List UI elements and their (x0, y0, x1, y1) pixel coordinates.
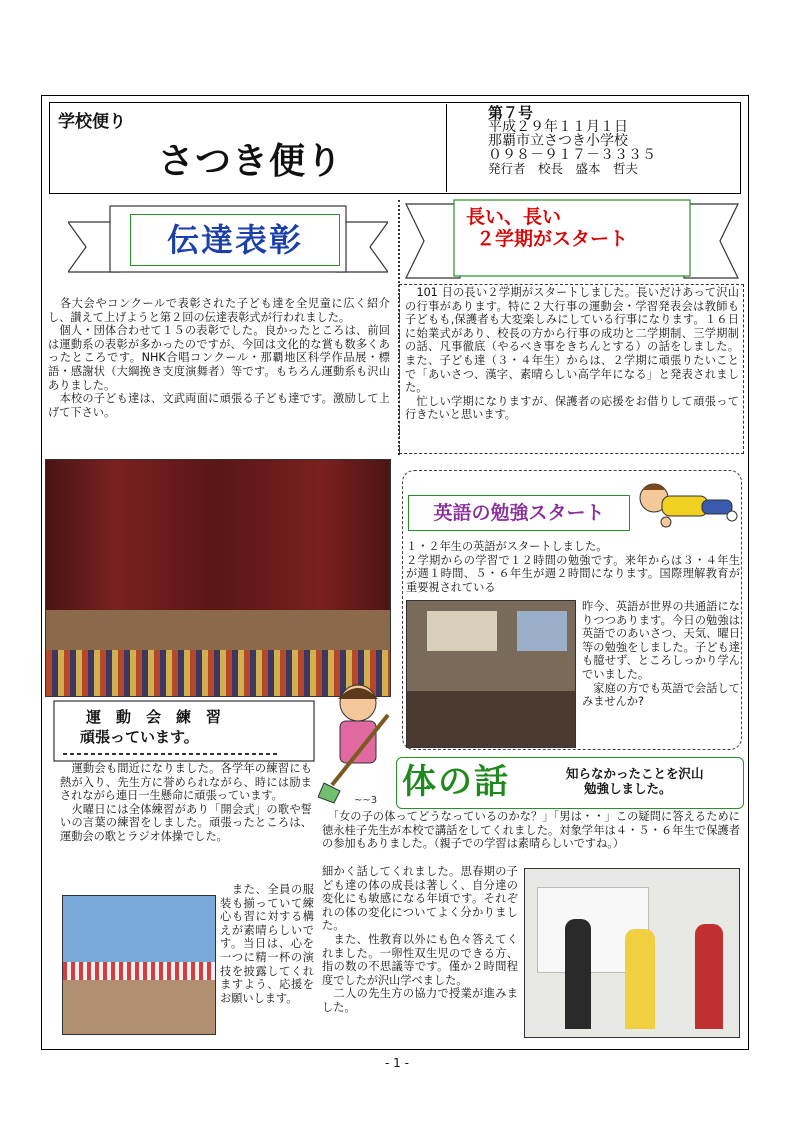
body-article (322, 810, 740, 851)
page-number: - 1 - (385, 1056, 409, 1070)
sports-heading-line1: 運 動 会 練 習 (86, 708, 222, 726)
ceremony-photo (45, 459, 391, 697)
svg-text:~~3: ~~3 (354, 795, 378, 805)
body-paragraph: また、性教育以外にも色々答えてくれました。一卵性双生児のできる方、指の数の不思議等です。僅か２時間程度でしたが沢山学べました。 (322, 932, 518, 987)
body-subheading-line1: 知らなかったことを沢山 (566, 766, 704, 781)
sports-article (60, 762, 312, 844)
english-body: ２学期からの学習で１２時間の勉強です。来年からは３・４年生が週１時間、５・６年生が週２時間になります。国際理解教育が重要視されている (406, 553, 740, 594)
school-phone: ０９８－９１７－３３３５ (488, 147, 656, 163)
english-intro: １・２年生の英語がスタートしました。 (406, 540, 608, 553)
body-paragraph: 二人の先生方の協力で授業が進みました。 (322, 987, 518, 1014)
newsletter-title: さつき便り (158, 141, 344, 182)
english-side-article (582, 600, 740, 709)
sports-paragraph: 火曜日には全体練習があり「開会式」の歌や誓いの言葉の練習をしました。頑張ったところは、運動会の歌とラジオ体操でした。 (60, 802, 312, 843)
body-heading: 体の話 (402, 762, 510, 802)
term-heading-line1: 長い、長い (466, 206, 562, 228)
body-subheading (566, 766, 704, 796)
english-closing: 家庭の方でも英語で会話してみませんか? (582, 681, 740, 709)
publisher: 発行者 校長 盛本 哲夫 (488, 161, 639, 176)
school-name: 那覇市立さつき小学校 (488, 133, 628, 149)
english-article (406, 540, 740, 594)
masthead-divider (446, 104, 447, 192)
award-article (48, 297, 390, 419)
sports-practice-photo (62, 895, 216, 1035)
body-paragraph: 「女の子の体ってどうなっているのかな？」「男は・・」この疑問に答えるために徳永桂子先生が本校で講話をしてくれました。対象学年は４・５・６年生で保護者の参加もありました。（親子での学習は素晴らしいですね。） (322, 810, 740, 851)
body-subheading-line2: 勉強しました。 (584, 781, 672, 796)
award-paragraph: 個人・団体合わせて１５の表彰でした。良かったところは、前回は運動系の表彰が多かったのですが、今回は文化的な賞も数多くあったところです。NHK合唱コンクール・那覇地区科学作品展・標語・感謝状（大綱挽き支度演舞者）等です。もちろん運動系も沢山ありました。 (48, 324, 390, 392)
issue-number: 第７号 (488, 104, 534, 122)
sports-paragraph: 運動会も間近になりました。各学年の練習にも熱が入り、先生方に誉められながら、時には励まされながら連日一生懸命に頑張っています。 (60, 762, 312, 803)
term-paragraph: 忙しい学期になりますが、保護者の応援をお借りして頑張って行きたいと思います。 (405, 394, 739, 422)
term-heading-line2: ２学期がスタート (476, 228, 629, 250)
body-lecture-photo (524, 868, 740, 1038)
english-class-photo (406, 600, 576, 748)
term-paragraph: 101 日の長い２学期がスタートしました。長いだけあって沢山の行事があります。特に２大行事の運動会・学習発表会は教師も子どもも,保護者も大変楽しみにしている行事になります。１６日に始業式があり、校長の方から行事の成功と二学期制、三学期制の話、凡事徹底（やるべき事をきちんとする）の話をしました。また、子ども達（３・４年生）からは、２学期に頑張りたいことで「あいさつ、漢字、素晴らしい高学年になる」と発表されました。 (405, 286, 739, 395)
sports-paragraph: また、全員の服装も揃っていて練心も習に対する構えが素晴らしいです。当日は、心を一つに精一杯の演技を披露してくれますよう、応援をお願いします。 (220, 883, 314, 1005)
english-side-body: 昨今、英語が世界の共通語になりつつあります。今日の勉強は英語でのあいさつ、天気、曜日等の勉強をしました。子ども達も臆せず、ところしっかり学んでいました。 (582, 600, 740, 681)
sports-side-article (220, 883, 314, 1005)
award-heading: 伝達表彰 (130, 214, 340, 266)
award-paragraph: 各大会やコンクールで表彰された子ども達を全児童に広く紹介し、讃えて上げようと第２回の伝達表彰式が行われました。 (48, 297, 390, 324)
body-side-article (322, 865, 518, 1015)
term-heading (466, 206, 628, 250)
issue-date: 平成２９年１１月１日 (488, 119, 628, 135)
sports-heading-line2: 頑張っています。 (80, 728, 199, 746)
english-heading: 英語の勉強スタート (408, 495, 630, 531)
crawling-child-illustration (632, 476, 740, 536)
newsletter-subtitle: 学校便り (58, 112, 126, 132)
term-article (405, 286, 739, 422)
sports-heading (68, 707, 221, 747)
body-paragraph: 細かく話してくれました。思春期の子ども達の体の成長は著しく、自分達の変化にも敏感になる年頃です。それぞれの体の変化についてよく分かりました。 (322, 865, 518, 933)
award-paragraph: 本校の子ども達は、文武両面に頑張る子ども達です。激励して上げて下さい。 (48, 392, 390, 419)
girl-with-broom-illustration (318, 675, 400, 805)
issue-info (488, 106, 656, 176)
